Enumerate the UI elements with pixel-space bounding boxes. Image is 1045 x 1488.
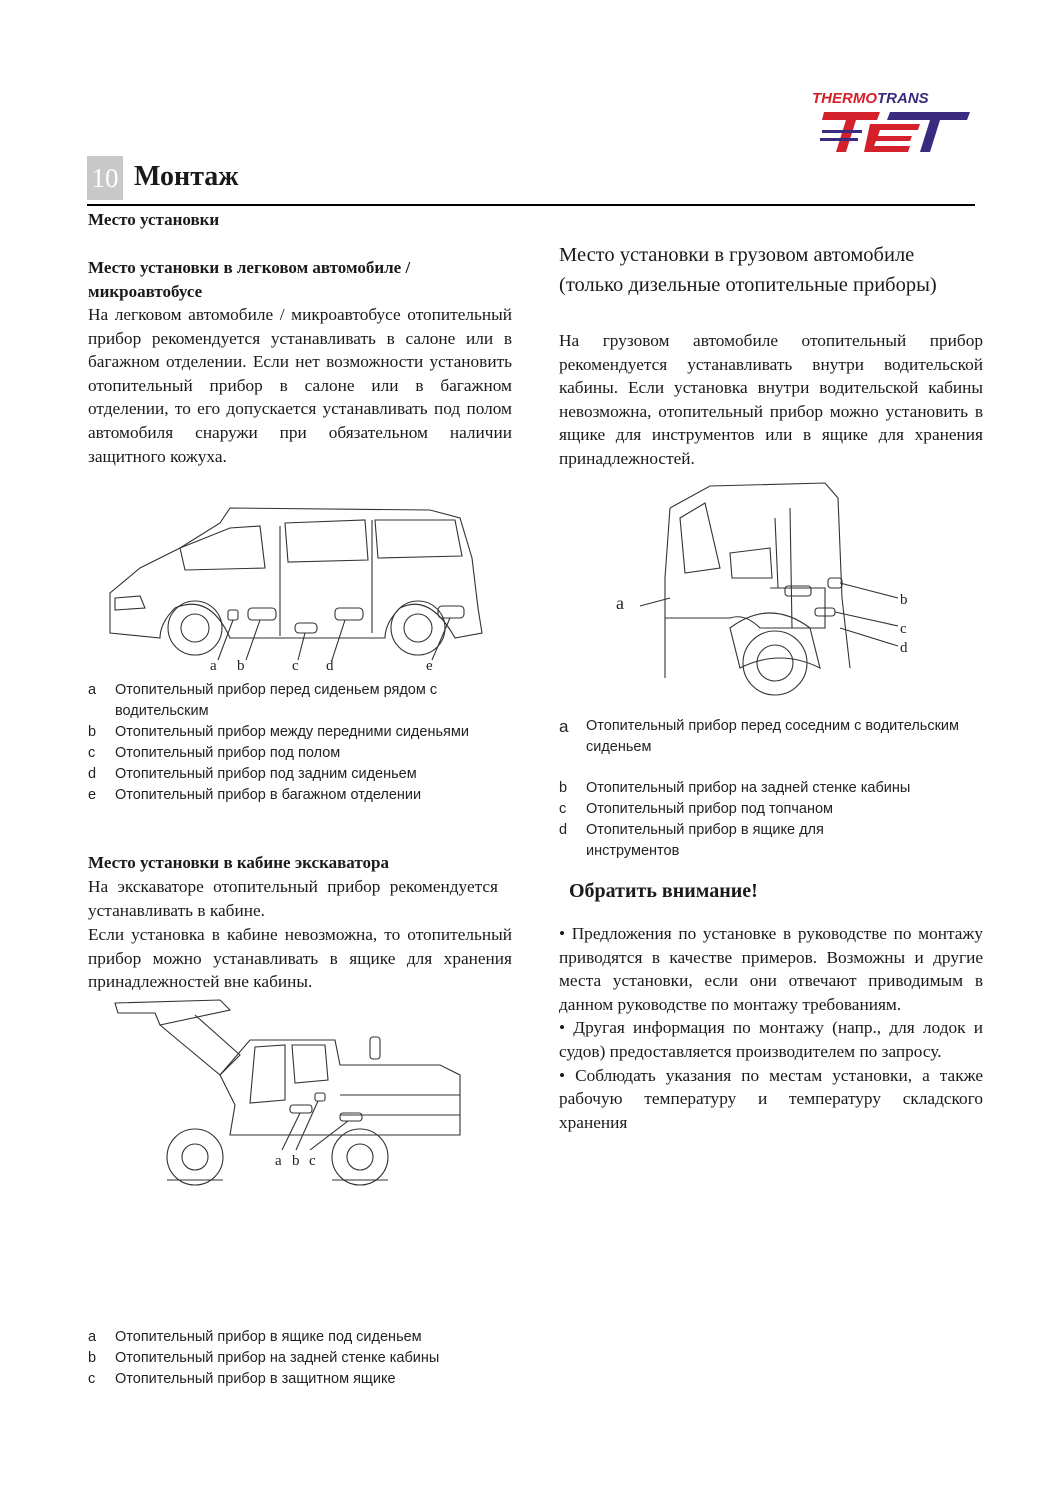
truck-legend [559, 716, 979, 862]
truck-legend-item: d Отопительный прибор в ящике для инструментов [559, 822, 824, 859]
chapter-number: 10 [87, 156, 123, 200]
car-fig-label-e: e [426, 658, 433, 674]
truck-fig-label-c: c [900, 621, 907, 637]
notice-item: • Предложения по установке в руководстве по монтажу приводятся в качестве примеров. Возможны и другие места установки, если они отвечают приводимым в данном руководстве по монтажу требованиям. [559, 924, 983, 1014]
excavator-fig-label-c: c [309, 1153, 316, 1169]
car-fig-label-b: b [237, 658, 245, 674]
truck-text: На грузовом автомобиле отопительный прибор рекомендуется устанавливать внутри водительской кабины. Если установка внутри водительской кабины невозможна, отопительный прибор можно установить в ящике для инструментов или в ящике для хранения принадлежностей. [559, 331, 983, 468]
logo-word-thermo: THERMO [812, 90, 877, 107]
excavator-legend-item: c Отопительный прибор в защитном ящике [88, 1371, 396, 1387]
excavator-fig-label-a: a [275, 1153, 282, 1169]
truck-fig-label-d: d [900, 640, 908, 656]
car-legend-item: e Отопительный прибор в багажном отделении [88, 787, 422, 803]
minibus-figure [100, 498, 490, 678]
thermotrans-logo [812, 90, 980, 156]
excavator-drawing [110, 995, 470, 1195]
minibus-drawing [100, 498, 490, 678]
truck-figure [610, 478, 910, 708]
notice-item: • Другая информация по монтажу (напр., для лодок и судов) предоставляется производителем по запросу. [559, 1018, 983, 1061]
section-title: Место установки [88, 210, 220, 229]
chapter-title: Монтаж [134, 161, 239, 192]
truck-heading: Место установки в грузовом автомобиле (только дизельные отопительные приборы) [559, 244, 937, 296]
truck-drawing [610, 478, 910, 708]
car-fig-label-a: a [210, 658, 217, 674]
logo-word-trans: TRANS [877, 90, 929, 107]
logo-tet-mark [820, 108, 975, 156]
car-legend-item: a Отопительный прибор перед сиденьем рядом с водительским [88, 682, 438, 719]
truck-legend-item: b Отопительный прибор на задней стенке кабины [559, 780, 911, 796]
excavator-legend [88, 1327, 508, 1390]
excavator-figure [110, 995, 470, 1195]
notice-body [559, 922, 983, 1134]
truck-fig-label-a: a [616, 593, 624, 613]
truck-fig-label-b: b [900, 592, 908, 608]
header-rule [87, 204, 975, 206]
excavator-text-2: Если установка в кабине невозможна, то отопительный прибор можно устанавливать в ящике для хранения принадлежностей вне кабины. [88, 925, 512, 992]
car-fig-label-c: c [292, 658, 299, 674]
excavator-heading: Место установки в кабине экскаватора [88, 853, 389, 872]
car-legend [88, 680, 498, 806]
notice-item: • Соблюдать указания по местам установки, а также рабочую температуру и температуру складского хранения [559, 1065, 983, 1132]
notice-heading: Обратить внимание! [569, 880, 758, 902]
excavator-text-1: На экскаваторе отопительный прибор рекомендуется устанавливать в кабине. [88, 877, 498, 920]
truck-legend-item: c Отопительный прибор под топчаном [559, 801, 834, 817]
car-text: На легковом автомобиле / микроавтобусе отопительный прибор рекомендуется устанавливать в салоне или в багажном отделении. Если нет возможности установить отопительный прибор в салоне или в багажном отделении, то его допускается устанавливать под полом автомобиля снаружи при обязательном наличии защитного кожуха. [88, 305, 512, 466]
car-fig-label-d: d [326, 658, 334, 674]
car-legend-item: b Отопительный прибор между передними сиденьями [88, 724, 469, 740]
excavator-legend-item: b Отопительный прибор на задней стенке кабины [88, 1350, 440, 1366]
car-legend-item: c Отопительный прибор под полом [88, 745, 341, 761]
truck-legend-item: a Отопительный прибор перед соседним с водительским сиденьем [559, 717, 959, 755]
car-legend-item: d Отопительный прибор под задним сиденьем [88, 766, 417, 782]
excavator-fig-label-b: b [292, 1153, 300, 1169]
excavator-legend-item: a Отопительный прибор в ящике под сиденьем [88, 1329, 422, 1345]
car-heading: Место установки в легковом автомобиле / микроавтобусе [88, 258, 411, 301]
